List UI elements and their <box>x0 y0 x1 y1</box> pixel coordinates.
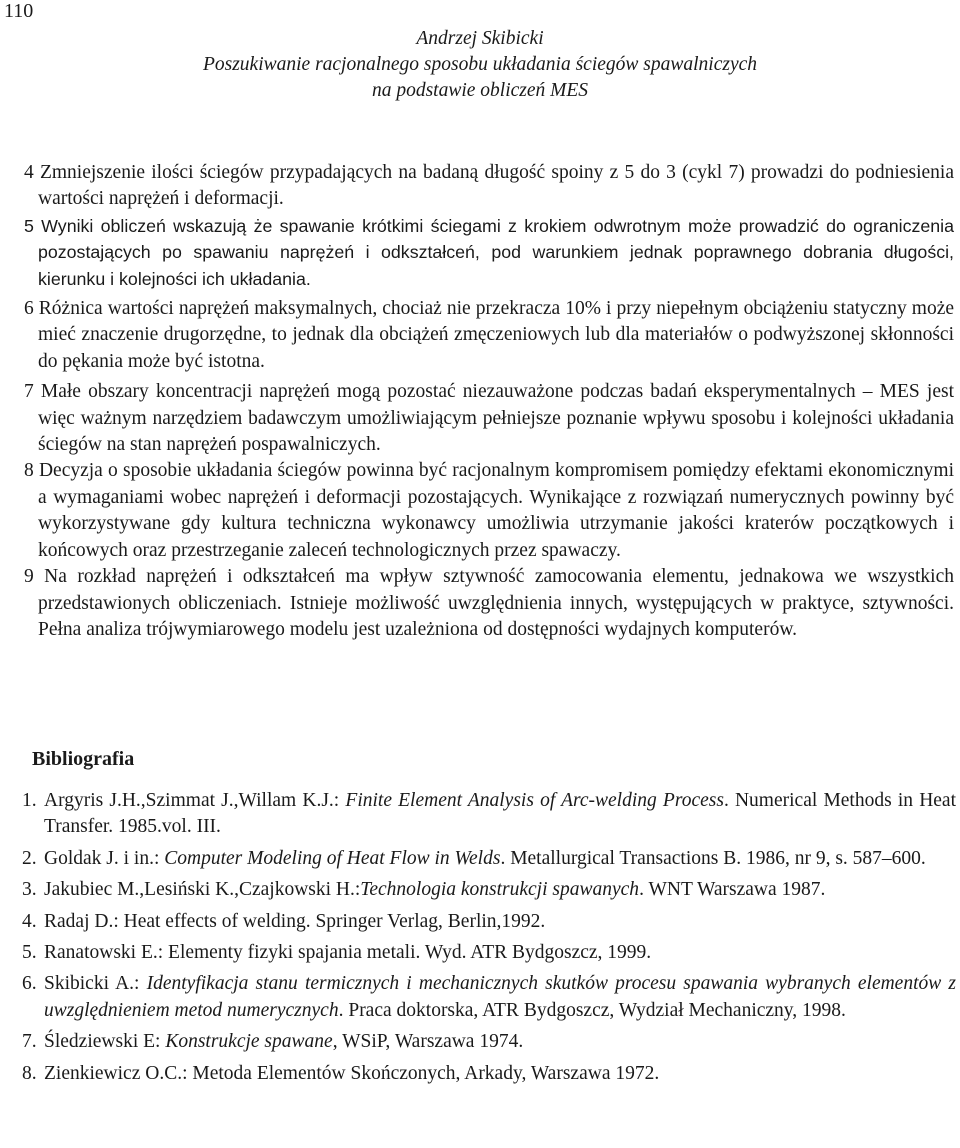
reference-number: 4. <box>22 910 37 932</box>
reference-item <box>22 877 956 903</box>
reference-item <box>22 909 956 935</box>
reference-text <box>44 1029 956 1055</box>
reference-number: 7. <box>22 1031 37 1053</box>
reference-authors: Argyris J.H.,Szimmat J.,Willam K.J.: <box>44 790 346 811</box>
reference-text <box>44 971 956 1024</box>
conclusion-7: 7 Małe obszary koncentracji naprężeń mogą pozostać niezauważone podczas badań eksperymentalnych – MES jest więc ważnym narzędziem badawczym umożliwiającym pełniejsze poznanie wpływu sposobu i kolejności układania ściegów na stan naprężeń pospawalniczych. <box>24 381 954 456</box>
reference-details: . Metallurgical Transactions B. 1986, nr 9, s. 587–600. <box>500 847 926 869</box>
reference-item <box>22 940 956 966</box>
page-number: 110 <box>4 0 34 22</box>
conclusions-list <box>24 160 954 643</box>
reference-title: Konstrukcje spawane <box>165 1031 333 1053</box>
conclusion-4: 4 Zmniejszenie ilości ściegów przypadających na badaną długość spoiny z 5 do 3 (cykl 7) prowadzi do podniesienia wartości naprężeń i deformacji. <box>24 162 954 210</box>
reference-text <box>44 877 956 903</box>
bibliography-heading: Bibliografia <box>32 748 135 770</box>
reference-authors: Goldak J. i in.: <box>44 847 165 869</box>
reference-authors: Radaj D.: Heat effects of welding. Springer Verlag, Berlin,1992. <box>44 910 546 932</box>
reference-authors: Ranatowski E.: Elementy fizyki spajania metali. Wyd. ATR Bydgoszcz, 1999. <box>44 942 652 964</box>
reference-authors: Zienkiewicz O.C.: Metoda Elementów Skończonych, Arkady, Warszawa 1972. <box>44 1062 660 1084</box>
conclusion-8: 8 Decyzja o sposobie układania ściegów powinna być racjonalnym kompromisem pomiędzy efektami ekonomicznymi a wymaganiami wobec naprężeń i deformacji pozostających. Wynikające z rozwiązań numerycznych powinny być wykorzystywane gdy kultura techniczna wykonawcy umożliwia utrzymanie jakości kraterów początkowych i końcowych oraz przestrzeganie zaleceń technologicznych przez spawaczy. <box>24 460 954 561</box>
reference-title: Finite Element Analysis of Arc-welding Process <box>345 790 724 811</box>
header-author: Andrzej Skibicki <box>416 28 544 49</box>
reference-text <box>44 1061 956 1087</box>
reference-title: Technologia konstrukcji spawanych <box>360 879 640 901</box>
reference-details: , WSiP, Warszawa 1974. <box>332 1031 524 1053</box>
reference-details: . Numerical Methods in Heat Transfer. 1985.vol. III. <box>44 790 957 838</box>
reference-number: 3. <box>22 879 37 901</box>
reference-text <box>44 940 956 966</box>
reference-item <box>22 788 956 841</box>
reference-authors: Śledziewski E: <box>44 1031 166 1053</box>
reference-text <box>44 846 956 872</box>
reference-text <box>44 909 956 935</box>
conclusion-6: 6 Różnica wartości naprężeń maksymalnych, chociaż nie przekracza 10% i przy niepełnym obciążeniu statyczny może mieć znaczenie drugorzędne, to jednak dla obciążeń zmęczeniowych lub dla materiałów o podwyższonej skłonności do pękania może być istotna. <box>24 298 954 372</box>
reference-details: . WNT Warszawa 1987. <box>639 879 826 901</box>
conclusion-5: 5 Wyniki obliczeń wskazują że spawanie krótkimi ściegami z krokiem odwrotnym może prowadzić do ograniczenia pozostających po spawaniu naprężeń i odkształceń, pod warunkiem jednak poprawnego dobrania długości, kierunku i kolejności ich układania. <box>24 215 954 289</box>
reference-number: 5. <box>22 942 37 964</box>
conclusion-9: 9 Na rozkład naprężeń i odkształceń ma wpływ sztywność zamocowania elementu, jednakowa we wszystkich przedstawionych obliczeniach. Istnieje możliwość uwzględnienia innych, występujących w praktyce, sztywności. Pełna analiza trójwymiarowego modelu jest uzależniona od dostępności wydajnych komputerów. <box>24 566 954 640</box>
running-header <box>0 26 960 104</box>
header-title-line-2: na podstawie obliczeń MES <box>371 80 589 101</box>
reference-text <box>44 788 956 841</box>
reference-authors: Skibicki A.: <box>44 973 147 995</box>
reference-item <box>22 971 956 1024</box>
reference-title: Identyfikacja stanu termicznych i mechanicznych skutków procesu spawania wybranych elementów z uwzględnieniem metod numerycznych <box>44 973 956 1021</box>
reference-number: 6. <box>22 973 37 995</box>
reference-number: 8. <box>22 1062 37 1084</box>
reference-number: 1. <box>22 790 37 811</box>
header-title-line-1: Poszukiwanie racjonalnego sposobu układania ściegów spawalniczych <box>202 54 758 75</box>
reference-title: Computer Modeling of Heat Flow in Welds <box>164 847 501 869</box>
reference-item <box>22 846 956 872</box>
reference-item <box>22 1029 956 1055</box>
reference-details: . Praca doktorska, ATR Bydgoszcz, Wydział Mechaniczny, 1998. <box>338 999 846 1021</box>
reference-number: 2. <box>22 847 37 869</box>
reference-list <box>22 788 956 1092</box>
reference-authors: Jakubiec M.,Lesiński K.,Czajkowski H.: <box>44 879 361 901</box>
reference-item <box>22 1061 956 1087</box>
